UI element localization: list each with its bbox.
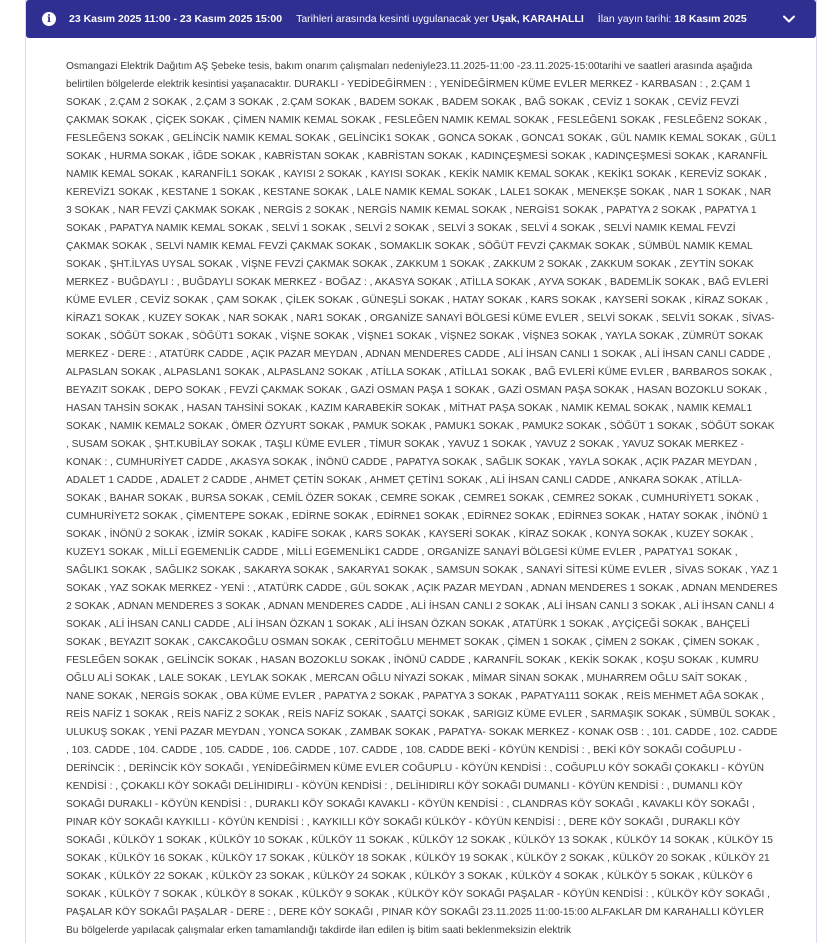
info-icon: i bbox=[42, 12, 56, 26]
outage-details-text: Osmangazi Elektrik Dağıtım AŞ Şebeke tesis, bakım onarım çalışmaları nedeniyle23.11.2025-11:00 -23.11.2025-15:00tarihi ve saatleri arasında aşağıda belirtilen bölgelerde elektrik kesintisi yaşanacaktır. DURAKLI - YEDİDEĞİRMEN : , YENİDEĞİRMEN KÜME EVLER MERKEZ - KARBASAN : , 2.ÇAM 1 SOKAK , 2.ÇAM 2 SOKAK , 2.ÇAM 3 SOKAK , 2.ÇAM SOKAK , BADEM SOKAK , BADEM SOKAK , BAĞ SOKAK , CEVİZ 1 SOKAK , CEVİZ FEVZİ ÇAKMAK SOKAK , ÇİÇEK SOKAK , ÇİMEN NAMIK KEMAL SOKAK , FESLEĞEN NAMIK KEMAL SOKAK , FESLEĞEN1 SOKAK , FESLEĞEN2 SOKAK , FESLEĞEN3 SOKAK , GELİNCİK NAMIK KEMAL SOKAK , GELİNCİK1 SOKAK , GONCA SOKAK , GONCA1 SOKAK , GÜL NAMIK KEMAL SOKAK , GÜL1 SOKAK , HURMA SOKAK , İĞDE SOKAK , KABRİSTAN SOKAK , KABRİSTAN SOKAK , KADINÇEŞMESİ SOKAK , KADINÇEŞMESİ SOKAK , KARANFİL NAMIK KEMAL SOKAK , KARANFİL1 SOKAK , KAYISI 2 SOKAK , KAYISI SOKAK , KEKİK NAMIK KEMAL SOKAK , KEKİK1 SOKAK , KEREVİZ SOKAK , KEREVİZ1 SOKAK , KESTANE 1 SOKAK , KESTANE SOKAK , LALE NAMIK KEMAL SOKAK , LALE1 SOKAK , MENEKŞE SOKAK , NAR 1 SOKAK , NAR 3 SOKAK , NAR FEVZİ ÇAKMAK SOKAK , NERGİS 2 SOKAK , NERGİS NAMIK KEMAL SOKAK , NERGİS1 SOKAK , PAPATYA 2 SOKAK , PAPATYA 1 SOKAK , PAPATYA NAMIK KEMAL SOKAK , SELVİ 1 SOKAK , SELVİ 2 SOKAK , SELVİ 3 SOKAK , SELVİ 4 SOKAK , SELVİ NAMIK KEMAL FEVZİ ÇAKMAK SOKAK , SELVİ NAMIK KEMAL FEVZİ ÇAKMAK SOKAK , SOMAKLIK SOKAK , SÖĞÜT FEVZİ ÇAKMAK SOKAK , SÜMBÜL NAMIK KEMAL SOKAK , ŞHT.İLYAS UYSAL SOKAK , VİŞNE FEVZİ ÇAKMAK SOKAK , ZAKKUM 1 SOKAK , ZAKKUM 2 SOKAK , ZAKKUM SOKAK , ZEYTİN SOKAK MERKEZ - BUĞDAYLI : , BUĞDAYLI SOKAK MERKEZ - BOĞAZ : , AKASYA SOKAK , ATİLLA SOKAK , AYVA SOKAK , BADEMLİK SOKAK , BAĞ EVLERİ KÜME EVLER , CEVİZ SOKAK , ÇAM SOKAK , ÇİLEK SOKAK , GÜNEŞLİ SOKAK , HATAY SOKAK , KARS SOKAK , KAYSERİ SOKAK , KİRAZ SOKAK , KİRAZ1 SOKAK , KUZEY SOKAK , NAR SOKAK , NAR1 SOKAK , ORGANİZE SANAYİ BÖLGESİ KÜME EVLER , SELVİ SOKAK , SELVİ1 SOKAK , SİVAS- SOKAK , SÖĞÜT SOKAK , SÖĞÜT1 SOKAK , VİŞNE SOKAK , VİŞNE1 SOKAK , VİŞNE2 SOKAK , VİŞNE3 SOKAK , YAYLA SOKAK , ZÜMRÜT SOKAK MERKEZ - DERE : , ATATÜRK CADDE , AÇIK PAZAR MEYDAN , ADNAN MENDERES CADDE , ALİ İHSAN CANLI 1 SOKAK , ALİ İHSAN CANLI CADDE , ALPASLAN SOKAK , ALPASLAN1 SOKAK , ALPASLAN2 SOKAK , ATİLLA SOKAK , ATİLLA1 SOKAK , BAĞ EVLERİ KÜME EVLER , BARBAROS SOKAK , BEYAZIT SOKAK , DEPO SOKAK , FEVZİ ÇAKMAK SOKAK , GAZİ OSMAN PAŞA 1 SOKAK , GAZİ OSMAN PAŞA SOKAK , HASAN BOZOKLU SOKAK , HASAN TAHSİN SOKAK , HASAN TAHSİNİ SOKAK , KAZIM KARABEKİR SOKAK , MİTHAT PAŞA SOKAK , NAMIK KEMAL SOKAK , NAMIK KEMAL1 SOKAK , NAMIK KEMAL2 SOKAK , ÖMER ÖZYURT SOKAK , PAMUK SOKAK , PAMUK1 SOKAK , PAMUK2 SOKAK , SÖĞÜT 1 SOKAK , SÖĞÜT SOKAK , SUSAM SOKAK , ŞHT.KUBİLAY SOKAK , TAŞLI KÜME EVLER , TİMUR SOKAK , YAVUZ 1 SOKAK , YAVUZ 2 SOKAK , YAVUZ SOKAK MERKEZ - KONAK : , CUMHURİYET CADDE , AKASYA SOKAK , İNÖNÜ CADDE , PAPATYA SOKAK , SAĞLIK SOKAK , YAYLA SOKAK , AÇIK PAZAR MEYDAN , ADALET 1 CADDE , ADALET 2 CADDE , AHMET ÇETİN SOKAK , AHMET ÇETİN1 SOKAK , ALİ İHSAN CANLI CADDE , ANKARA SOKAK , ATİLLA- SOKAK , BAHAR SOKAK , BURSA SOKAK , CEMİL ÖZER SOKAK , CEMRE SOKAK , CEMRE1 SOKAK , CEMRE2 SOKAK , CUMHURİYET1 SOKAK , CUMHURİYET2 SOKAK , ÇİMENTEPE SOKAK , EDİRNE SOKAK , EDİRNE1 SOKAK , EDİRNE2 SOKAK , EDİRNE3 SOKAK , HATAY SOKAK , İNÖNÜ 1 SOKAK , İNÖNÜ 2 SOKAK , İZMİR SOKAK , KADİFE SOKAK , KARS SOKAK , KAYSERİ SOKAK , KİRAZ SOKAK , KONYA SOKAK , KUZEY SOKAK , KUZEY1 SOKAK , MİLLİ EGEMENLİK CADDE , MİLLİ EGEMENLİK1 CADDE , ORGANİZE SANAYİ BÖLGESİ KÜME EVLER , PAPATYA1 SOKAK , SAĞLIK1 SOKAK , SAĞLIK2 SOKAK , SAKARYA SOKAK , SAKARYA1 SOKAK , SAMSUN SOKAK , SANAYİ SİTESİ KÜME EVLER , SİVAS SOKAK , YAZ 1 SOKAK , YAZ SOKAK MERKEZ - YENİ : , ATATÜRK CADDE , GÜL SOKAK , AÇIK PAZAR MEYDAN , ADNAN MENDERES 1 SOKAK , ADNAN MENDERES 2 SOKAK , ADNAN MENDERES 3 SOKAK , ADNAN MENDERES CADDE , ALİ İHSAN CANLI 2 SOKAK , ALİ İHSAN CANLI 3 SOKAK , ALİ İHSAN CANLI 4 SOKAK , ALİ İHSAN CANLI CADDE , ALİ İHSAN ÖZKAN 1 SOKAK , ALİ İHSAN ÖZKAN SOKAK , ATATÜRK 1 SOKAK , AYÇİÇEĞİ SOKAK , BAHÇELİ SOKAK , BEYAZIT SOKAK , CAKCAKOĞLU OSMAN SOKAK , CERİTOĞLU MEHMET SOKAK , ÇİMEN 1 SOKAK , ÇİMEN 2 SOKAK , ÇİMEN SOKAK , FESLEĞEN SOKAK , GELİNCİK SOKAK , HASAN BOZOKLU SOKAK , İNÖNÜ CADDE , KARANFİL SOKAK , KEKİK SOKAK , KOŞU SOKAK , KUMRU OĞLU ALİ SOKAK , LALE SOKAK , LEYLAK SOKAK , MERCAN OĞLU NİYAZİ SOKAK , MİMAR SİNAN SOKAK , MUHARREM OĞLU SAİT SOKAK , NANE SOKAK , NERGİS SOKAK , OBA KÜME EVLER , PAPATYA 2 SOKAK , PAPATYA 3 SOKAK , PAPATYA111 SOKAK , REİS MEHMET AĞA SOKAK , REİS NAFİZ 1 SOKAK , REİS NAFİZ 2 SOKAK , REİS NAFİZ SOKAK , SAATÇİ SOKAK , SARIGIZ KÜME EVLER , SARMAŞIK SOKAK , SÜMBÜL SOKAK , ULUKUŞ SOKAK , YENİ PAZAR MEYDAN , YONCA SOKAK , ZAMBAK SOKAK , PAPATYA- SOKAK MERKEZ - KONAK OSB : , 101. CADDE , 102. CADDE , 103. CADDE , 104. CADDE , 105. CADDE , 106. CADDE , 107. CADDE , 108. CADDE BEKİ - KÖYÜN KENDİSİ : , BEKİ KÖY SOKAĞI COĞUPLU - DERİNCİK : , DERİNCİK KÖY SOKAĞI , YENİDEĞİRMEN KÜME EVLER COĞUPLU - KÖYÜN KENDİSİ : , COĞUPLU KÖY SOKAĞI ÇOKAKLI - KÖYÜN KENDİSİ : , ÇOKAKLI KÖY SOKAĞI DELİHIDIRLI - KÖYÜN KENDİSİ : , DELİHIDIRLI KÖY SOKAĞI DUMANLI - KÖYÜN KENDİSİ : , DUMANLI KÖY SOKAĞI DURAKLI - KÖYÜN KENDİSİ : , DURAKLI KÖY SOKAĞI KAVAKLI - KÖYÜN KENDİSİ : , CLANDRAS KÖY SOKAĞI , KAVAKLI KÖY SOKAĞI , PINAR KÖY SOKAĞI KAYKILLI - KÖYÜN KENDİSİ : , KAYKILLI KÖY SOKAĞI KÜLKÖY - KÖYÜN KENDİSİ : , DERE KÖY SOKAĞI , DURAKLI KÖY SOKAĞI , KÜLKÖY 1 SOKAK , KÜLKÖY 10 SOKAK , KÜLKÖY 11 SOKAK , KÜLKÖY 12 SOKAK , KÜLKÖY 13 SOKAK , KÜLKÖY 14 SOKAK , KÜLKÖY 15 SOKAK , KÜLKÖY 16 SOKAK , KÜLKÖY 17 SOKAK , KÜLKÖY 18 SOKAK , KÜLKÖY 19 SOKAK , KÜLKÖY 2 SOKAK , KÜLKÖY 20 SOKAK , KÜLKÖY 21 SOKAK , KÜLKÖY 22 SOKAK , KÜLKÖY 23 SOKAK , KÜLKÖY 24 SOKAK , KÜLKÖY 3 SOKAK , KÜLKÖY 4 SOKAK , KÜLKÖY 5 SOKAK , KÜLKÖY 6 SOKAK , KÜLKÖY 7 SOKAK , KÜLKÖY 8 SOKAK , KÜLKÖY 9 SOKAK , KÜLKÖY KÖY SOKAĞI PAŞALAR - KÖYÜN KENDİSİ : , KÜLKÖY KÖY SOKAĞI , PAŞALAR KÖY SOKAĞI PAŞALAR - DERE : , DERE KÖY SOKAĞI , PINAR KÖY SOKAĞI 23.11.2025 11:00-15:00 ALFAKLAR DM KARAHALLI KÖYLER Bu bölgelerde yapılacak çalışmalar erken tamamlandığı takdirde ilan edilen iş bitim saati beklenmeksizin elektrik bbox=[66, 61, 778, 936]
publish-prefix: İlan yayın tarihi: bbox=[597, 13, 672, 25]
publish-date-value: 18 Kasım 2025 bbox=[674, 13, 747, 25]
chevron-down-icon[interactable] bbox=[782, 12, 796, 26]
location-prefix: Tarihleri arasında kesinti uygulanacak yer bbox=[296, 13, 489, 25]
location-value: Uşak, KARAHALLI bbox=[491, 13, 584, 25]
outage-date-range: 23 Kasım 2025 11:00 - 23 Kasım 2025 15:00 bbox=[69, 13, 283, 25]
outage-location bbox=[296, 13, 584, 25]
publish-date bbox=[598, 13, 747, 25]
outage-header[interactable] bbox=[26, 0, 816, 38]
